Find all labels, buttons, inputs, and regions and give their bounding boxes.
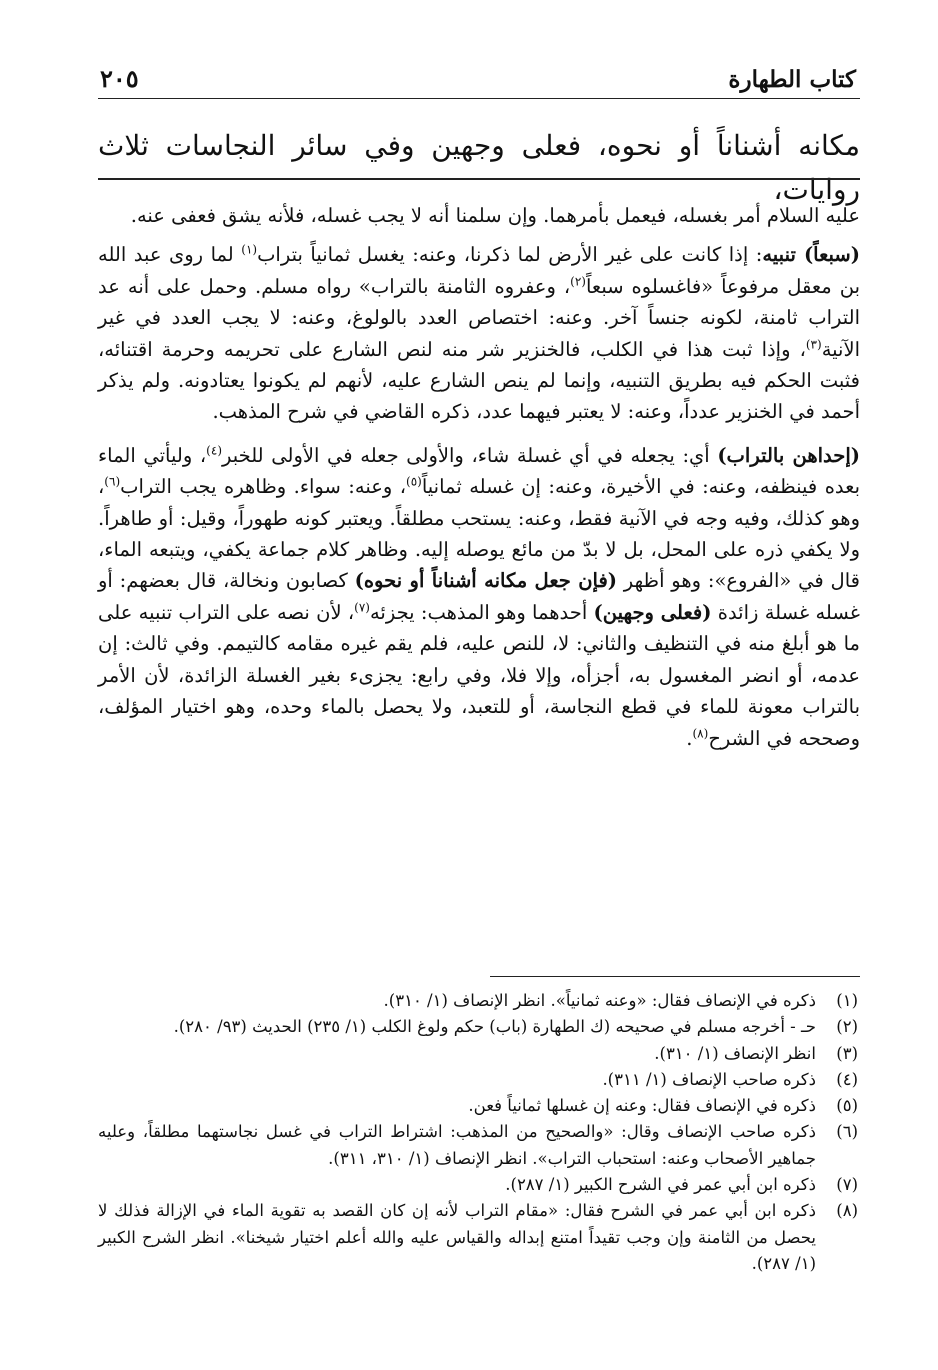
commentary-paragraph-3 — [98, 440, 860, 754]
footnote — [98, 1041, 860, 1067]
bold-quote: (فعلى وجهين) — [593, 600, 712, 624]
book-title: كتاب الطهارة — [728, 66, 856, 93]
bold-heading: (إحداهن بالتراب) — [717, 443, 860, 467]
commentary-paragraph-2 — [98, 239, 860, 427]
footnote-ref: (٢) — [570, 274, 586, 289]
footnote — [98, 1172, 860, 1198]
text-run: ، وعفروه الثامنة بالتراب» رواه مسلم. وحمل على أنه عد التراب ثامنة، لكونه جنساً آخر. وعنه: اختصاص العدد بالولوغ، وعنه: لا يجب العدد في غير الآنية — [98, 274, 860, 361]
footnote-ref: (٧) — [354, 600, 370, 615]
text-run: لما روى عبد الله بن معقل مرفوعاً «فاغسلوه سبعاً — [98, 243, 860, 298]
footnotes — [98, 988, 860, 1277]
footnote-number: (٨) — [836, 1201, 858, 1221]
matn-text: مكانه أشناناً أو نحوه، فعلى وجهين وفي سائر النجاسات ثلاث روايات، — [98, 129, 860, 206]
footnote-ref: (٣) — [805, 337, 822, 352]
footnote-number: (٦) — [836, 1122, 858, 1142]
footnote — [98, 1093, 860, 1119]
commentary-paragraph-1: عليه السلام أمر بغسله، فيعمل بأمرهما. وإن سلمنا أنه لا يجب غسله، فلأنه يشق فعفى عنه. — [130, 204, 860, 227]
page-number: ٢٠٥ — [100, 64, 139, 93]
text-run: . — [686, 726, 693, 750]
matn-divider — [98, 178, 860, 180]
footnote-text: انظر الإنصاف (١/ ٣١٠). — [654, 1043, 816, 1063]
footnote-number: (٣) — [836, 1043, 858, 1063]
footnote-number: (٢) — [836, 1017, 858, 1037]
text-run: أي: يجعله في أي غسلة شاء، والأولى جعله في الأولى للخبر — [222, 443, 718, 467]
text-run: ، لأن نصه على التراب تنبيه على ما هو أبلغ منه في التنظيف والثاني: لا، للنص عليه، فلم يقم غيره مقامه كالتيمم. وفي ثالث: إن عدمه، أو انضر المغسول به، أجزأه، وإلا فلا، وفي رابع: يجزىء بغير الغسلة الزائدة، لأن الأمر بالتراب معونة للماء في قطع النجاسة، أو للتعبد، ولا يحصل بالماء وحده، وهو اختيار المؤلف، وصححه في الشرح — [98, 600, 860, 750]
bold-quote: (فإن جعل مكانه أشناناً أو نحوه) — [354, 569, 617, 593]
footnote — [98, 1119, 860, 1172]
footnote-text: ذكره صاحب الإنصاف (١/ ٣١١). — [602, 1069, 816, 1089]
footnote-ref: (٦) — [104, 474, 121, 489]
footnote — [98, 1198, 860, 1277]
footnote — [98, 1014, 860, 1040]
footnote-number: (٧) — [836, 1175, 858, 1195]
footnote-number: (٤) — [836, 1069, 858, 1089]
text-run: كصابون ونخالة، قال بعضهم: أو غسله غسلة زائدة — [98, 569, 860, 624]
footnote-ref: (٨) — [692, 726, 709, 740]
footnote-text: ذكره ابن أبي عمر في الشرح فقال: «مقام التراب لأنه إن كان القصد به تقوية الماء في الإزالة فذلك لا يحصل من الثامنة وإن وجب تقيداً امتنع إبداله والقياس عليه والله أعلم اختيار شيخنا». انظر الشرح الكبير (١/ ٢٨٧). — [98, 1201, 816, 1273]
footnote-text: ذكره في الإنصاف فقال: وعنه إن غسلها ثمانياً فعن. — [468, 1096, 816, 1116]
running-header — [98, 62, 860, 99]
footnote-ref: (١) — [241, 242, 258, 257]
text-run: ، وليأتي الماء بعده فينظفه، وعنه: في الأخيرة، وعنه: إن غسله ثمانياً — [98, 443, 861, 499]
footnote — [98, 1067, 860, 1093]
footnote-text: ذكره صاحب الإنصاف وقال: «والصحيح من المذهب: اشتراط التراب في غسل نجاستهما مطلقاً، وعليه جماهير الأصحاب وعنه: استحباب التراب». انظر الإنصاف (١/ ٣١٠، ٣١١). — [98, 1122, 816, 1168]
footnote-text: حـ - أخرجه مسلم في صحيحه (ك الطهارة (باب) حكم ولوغ الكلب (١/ ٢٣٥) الحديث (٩٣/ ٢٨٠). — [173, 1017, 816, 1037]
text-run: ، وإذا ثبت هذا في الكلب، فالخنزير شر منه لنص الشارع على تحريمه وحرمة اقتنائه، فثبت الحكم فيه بطريق التنبيه، وإنما لم ينص الشارع عليه، لأنهم لم يكونوا يعتادونه. ولم يذكر أحمد في الخنزير عدداً، وعنه: لا يعتبر فيهما عدد، ذكره القاضي في شرح المذهب. — [98, 337, 860, 424]
bold-heading: (سبعاً) تنبيه — [762, 243, 860, 267]
footnote-ref: (٥) — [406, 474, 422, 489]
text-run: ، وعنه: سواء. وظاهره يجب التراب — [120, 475, 407, 499]
footnote-ref: (٤) — [206, 443, 222, 458]
book-page — [98, 62, 860, 1352]
footnote-text: ذكره ابن أبي عمر في الشرح الكبير (١/ ٢٨٧). — [505, 1175, 816, 1195]
footnote-divider — [490, 976, 860, 977]
text-run: أحدهما وهو المذهب: يجزئه — [369, 600, 594, 624]
text-run: : إذا كانت على غير الأرض لما ذكرنا، وعنه: يغسل ثمانياً بتراب — [257, 243, 763, 267]
footnote-text: ذكره في الإنصاف فقال: «وعنه ثمانياً». انظر الإنصاف (١/ ٣١٠). — [383, 991, 816, 1010]
footnote-number: (٥) — [836, 1096, 858, 1116]
footnote — [98, 988, 860, 1014]
footnote-number: (١) — [836, 991, 858, 1010]
text-run: ، وهو كذلك، وفيه وجه في الآنية فقط، وعنه: يستحب مطلقاً. ويعتبر كونه طهوراً، وقيل: أو طاهراً. ولا يكفي ذره على المحل، بل لا بدّ من مائع يوصله إليه. وظاهر كلام جماعة يكفي، ويتبعه الماء، قال في «الفروع»: وهو أظهر — [98, 475, 860, 593]
commentary — [98, 200, 860, 766]
